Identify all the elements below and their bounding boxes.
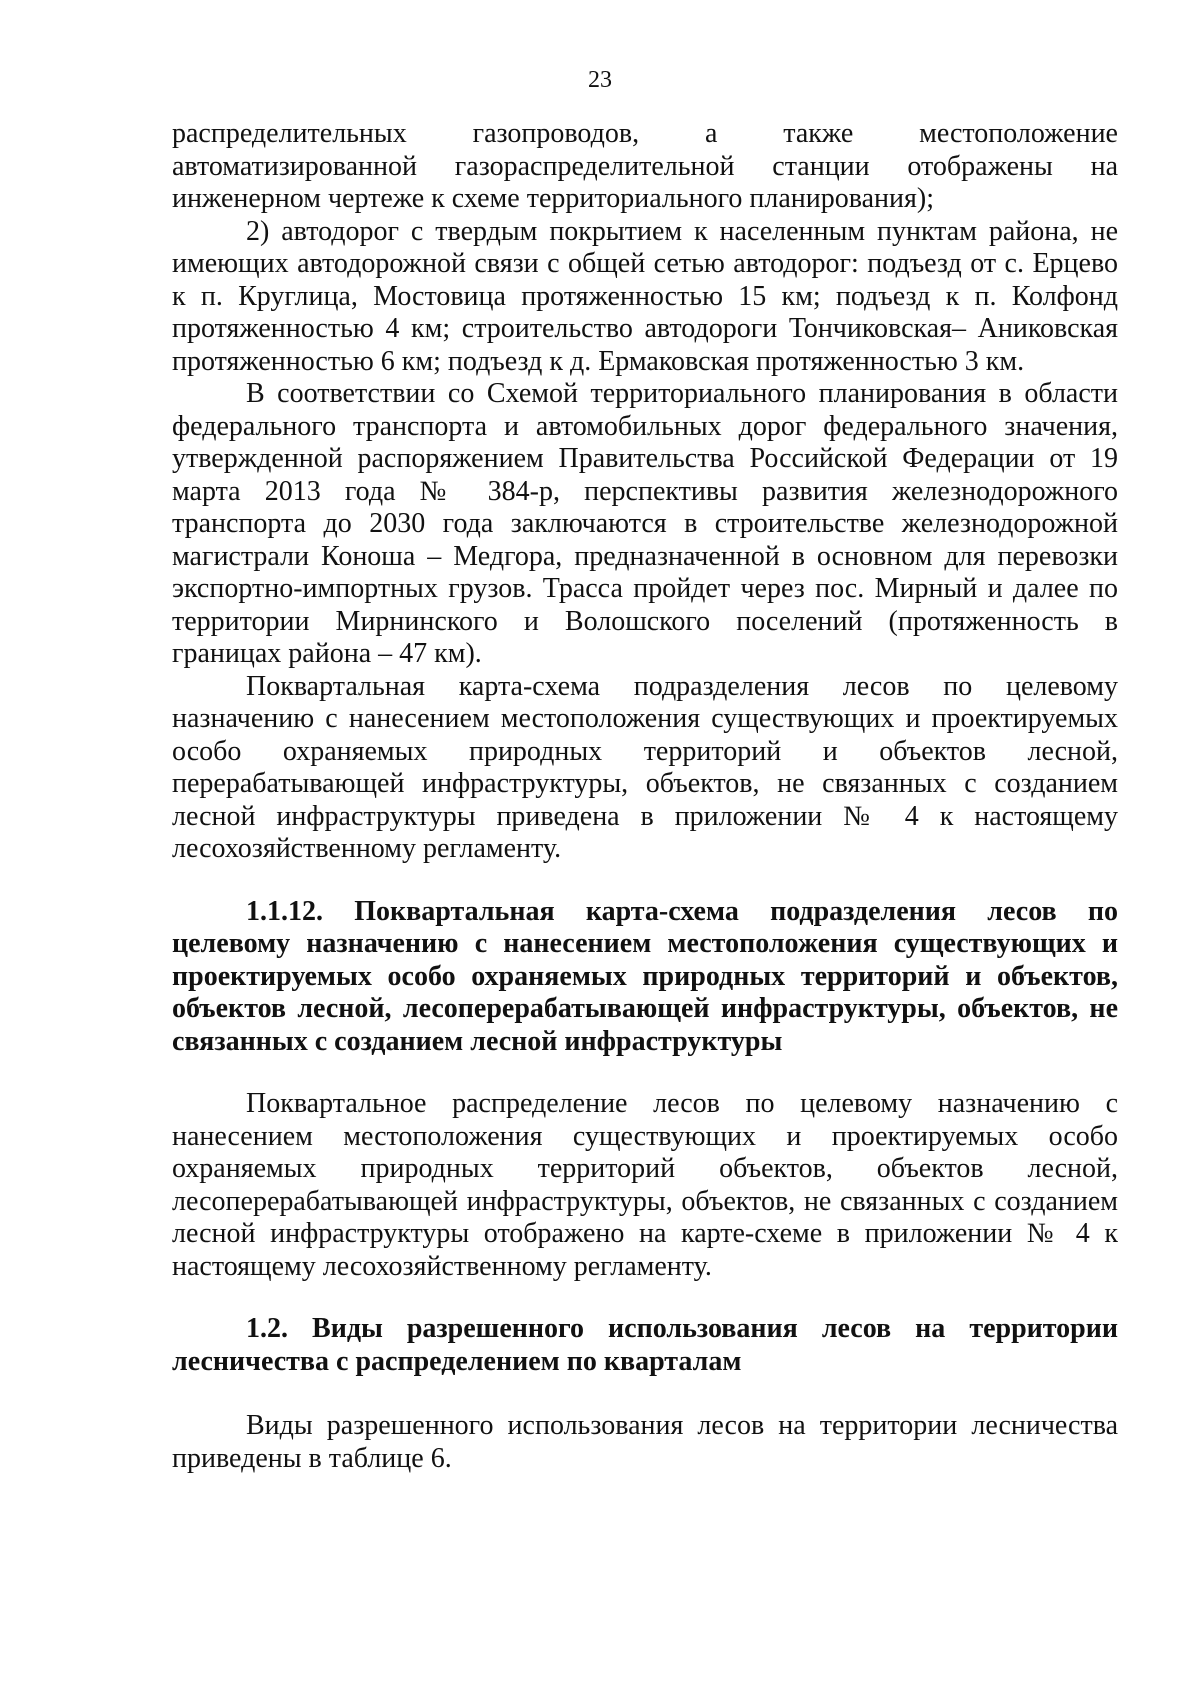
paragraph-railway: В соответствии со Схемой территориального планирования в области федерального транспорта и автомобильных дорог федерального значения, утвержденной распоряжением Правительства Российской Федерации от 19 марта 2013 года № 384-р, перспективы развития железнодорожного транспорта до 2030 года заключаются в строительстве железнодорожной магистрали Коноша – Медгора, предназначенной в основном для перевозки экспортно-импортных грузов. Трасса пройдет через пос. Мирный и далее по территории Мирнинского и Волошского поселений (протяженность в границах района – 47 км). xyxy=(172,378,1118,669)
page-number: 23 xyxy=(588,67,612,93)
document-body xyxy=(172,118,1118,1475)
section-heading-1-1-12: 1.1.12. Поквартальная карта-схема подразделения лесов по целевому назначению с нанесением местоположения существующих и проектируемых особо охраняемых природных территорий и объектов, объектов лесной, лесоперерабатывающей инфраструктуры, объектов, не связанных с созданием лесной инфраструктуры xyxy=(172,895,1118,1057)
paragraph-forest-map: Поквартальная карта-схема подразделения лесов по целевому назначению с нанесением местоположения существующих и проектируемых особо охраняемых природных территорий и объектов лесной, перерабатывающей инфраструктуры, объектов, не связанных с созданием лесной инфраструктуры приведена в приложении № 4 к настоящему лесохозяйственному регламенту. xyxy=(172,670,1118,864)
paragraph-gas-pipelines: распределительных газопроводов, а также местоположение автоматизированной газораспределительной станции отображены на инженерном чертеже к схеме территориального планирования); xyxy=(172,118,1118,214)
paragraph-table-reference: Виды разрешенного использования лесов на территории лесничества приведены в таблице 6. xyxy=(172,1410,1118,1474)
paragraph-forest-distribution: Поквартальное распределение лесов по целевому назначению с нанесением местоположения существующих и проектируемых особо охраняемых природных территорий объектов, объектов лесной, лесоперерабатывающей инфраструктуры, объектов, не связанных с созданием лесной инфраструктуры отображено на карте-схеме в приложении № 4 к настоящему лесохозяйственному регламенту. xyxy=(172,1088,1118,1282)
section-heading-1-2: 1.2. Виды разрешенного использования лесов на территории лесничества с распределением по кварталам xyxy=(172,1313,1118,1377)
paragraph-roads: 2) автодорог с твердым покрытием к населенным пунктам района, не имеющих автодорожной связи с общей сетью автодорог: подъезд от с. Ерцево к п. Круглица, Мостовица протяженностью 15 км; подъезд к п. Колфонд протяженностью 4 км; строительство автодороги Тончиковская– Аниковская протяженностью 6 км; подъезд к д. Ермаковская протяженностью 3 км. xyxy=(172,215,1118,377)
